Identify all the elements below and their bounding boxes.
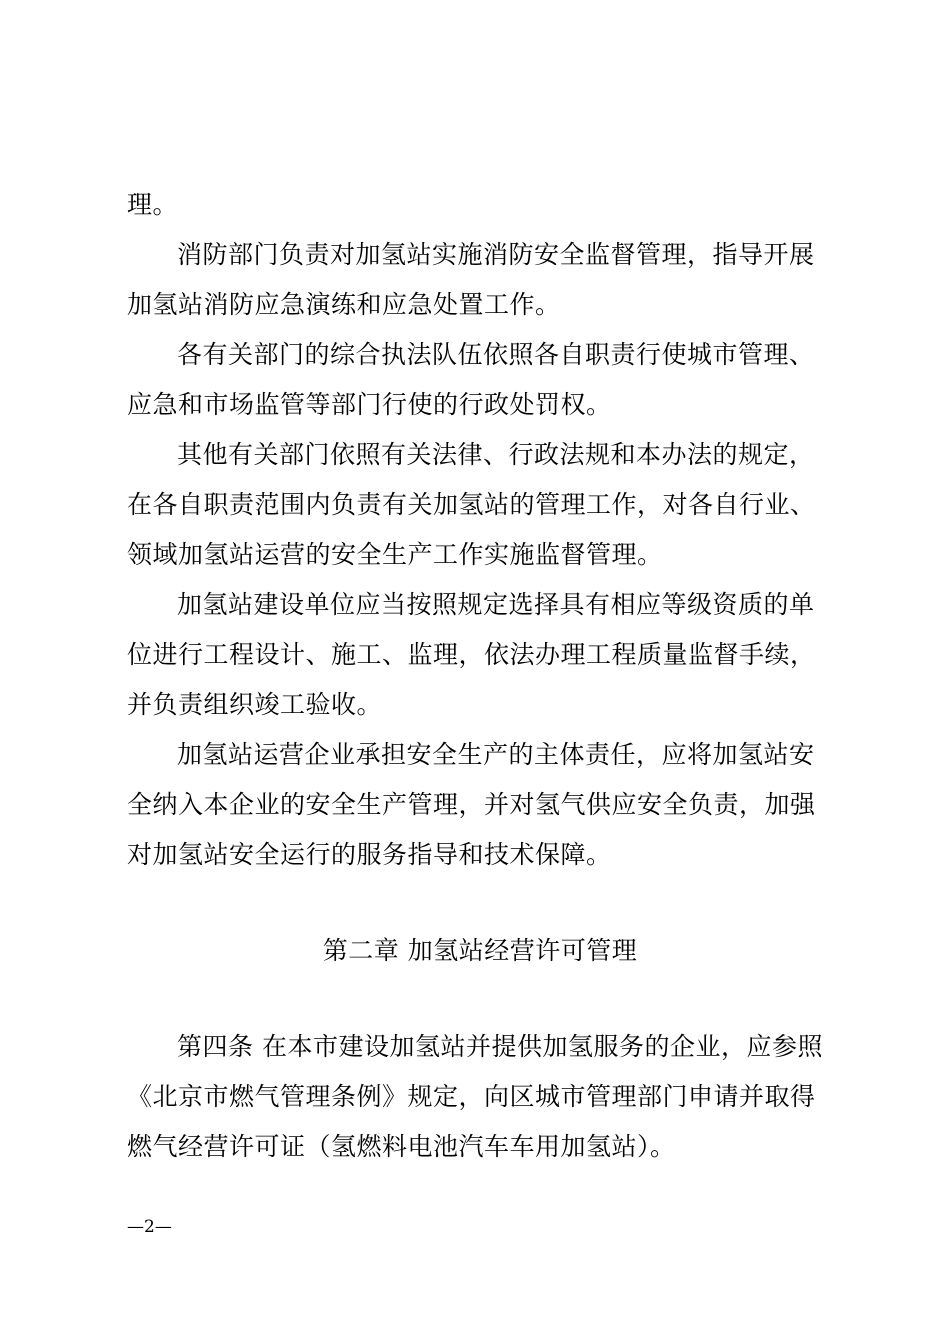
text-line: 加氢站运营企业承担安全生产的主体责任，应将加氢站安 bbox=[177, 740, 815, 769]
text-line: 并负责组织竣工验收。 bbox=[127, 690, 383, 719]
text-line: 消防部门负责对加氢站实施消防安全监督管理，指导开展 bbox=[177, 240, 815, 269]
text-line: 位进行工程设计、施工、监理，依法办理工程质量监督手续， bbox=[127, 640, 816, 669]
text-line: 第四条 在本市建设加氢站并提供加氢服务的企业，应参照 bbox=[177, 1032, 823, 1061]
paragraph bbox=[127, 434, 833, 584]
text-line: 其他有关部门依照有关法律、行政法规和本办法的规定， bbox=[177, 440, 815, 469]
text-line: 领域加氢站运营的安全生产工作实施监督管理。 bbox=[127, 540, 663, 569]
text-line: 在各自职责范围内负责有关加氢站的管理工作，对各自行业、 bbox=[127, 490, 816, 519]
paragraph bbox=[127, 184, 833, 234]
text-line: 燃气经营许可证（氢燃料电池汽车车用加氢站）。 bbox=[127, 1132, 676, 1161]
paragraph bbox=[127, 734, 833, 884]
text-line: 理。 bbox=[127, 190, 179, 219]
text-line: 《北京市燃气管理条例》规定，向区城市管理部门申请并取得 bbox=[127, 1082, 816, 1111]
text-line: 加氢站消防应急演练和应急处置工作。 bbox=[127, 290, 561, 319]
paragraph bbox=[127, 584, 833, 734]
chapter-heading: 第二章 加氢站经营许可管理 bbox=[322, 936, 638, 965]
text-line: 全纳入本企业的安全生产管理，并对氢气供应安全负责，加强 bbox=[127, 790, 816, 819]
page-number: —2— bbox=[127, 1217, 172, 1237]
document-body bbox=[127, 184, 833, 1176]
paragraph bbox=[127, 334, 833, 434]
spacer bbox=[127, 884, 833, 930]
text-line: 各有关部门的综合执法队伍依照各自职责行使城市管理、 bbox=[177, 340, 815, 369]
article-paragraph bbox=[127, 1026, 833, 1176]
paragraph bbox=[127, 234, 833, 334]
spacer bbox=[127, 972, 833, 1026]
text-line: 加氢站建设单位应当按照规定选择具有相应等级资质的单 bbox=[177, 590, 815, 619]
text-line: 应急和市场监管等部门行使的行政处罚权。 bbox=[127, 390, 612, 419]
text-line: 对加氢站安全运行的服务指导和技术保障。 bbox=[127, 840, 612, 869]
